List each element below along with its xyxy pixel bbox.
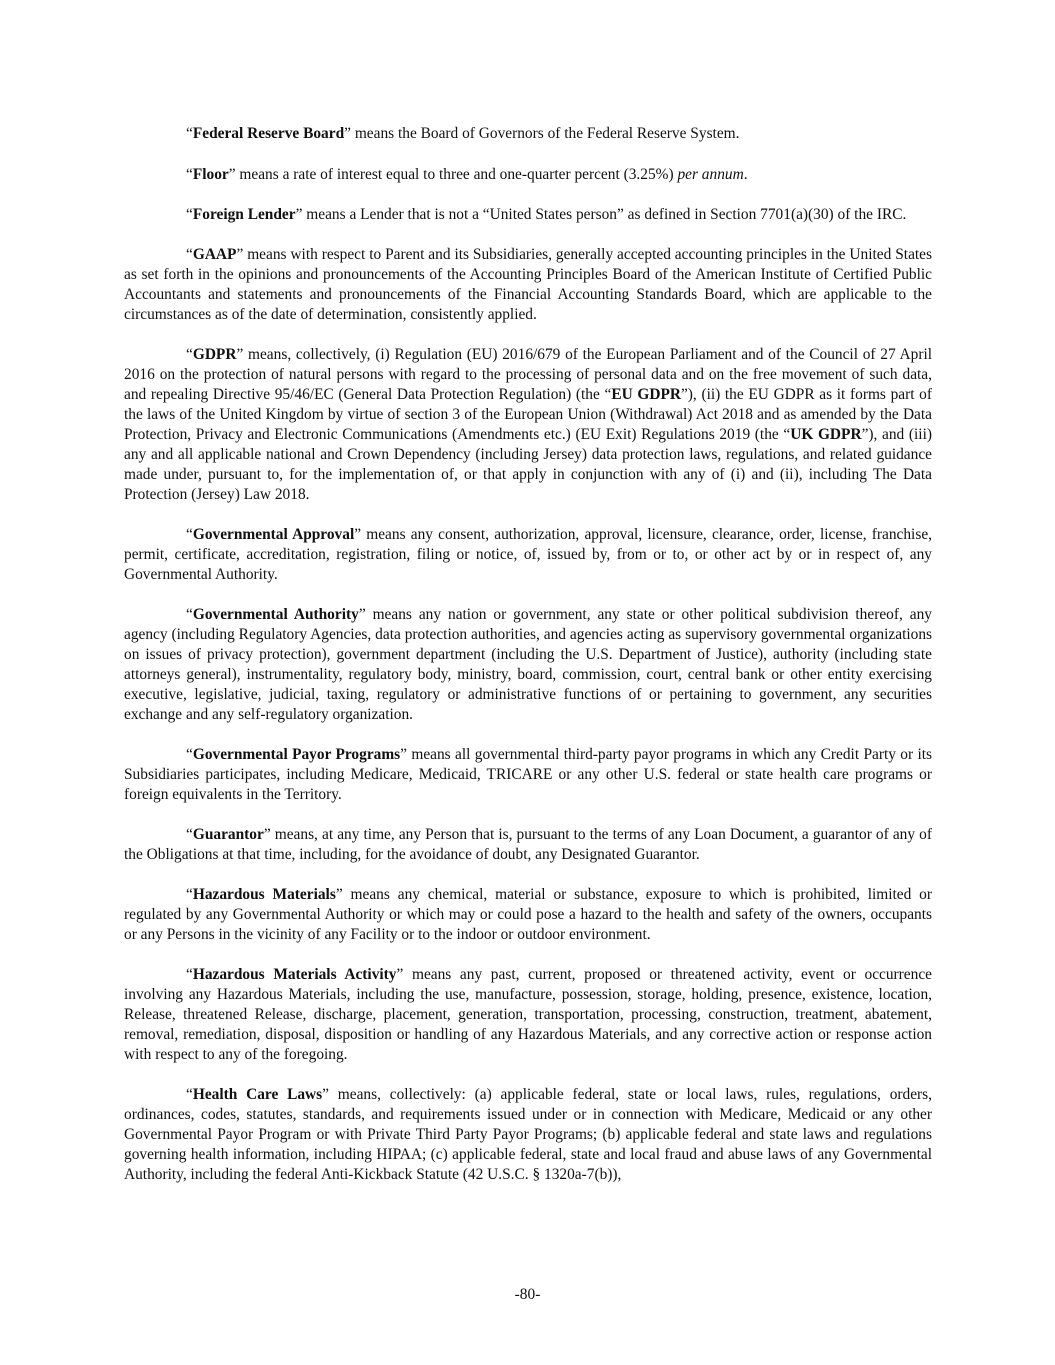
definition-floor: “Floor” means a rate of interest equal to three and one-quarter percent (3.25%) per annum. [186, 166, 748, 183]
page-number: -80- [514, 1286, 541, 1303]
definition-governmental-payor-programs: “Governmental Payor Programs” means all governmental third-party payor programs in which any Credit Party or its Subsidiaries participates, including Medicare, Medicaid, TRICARE or any other U.S. federal or state health care programs or foreign equivalents in the Territory. [124, 746, 933, 803]
definition-foreign-lender: “Foreign Lender” means a Lender that is not a “United States person” as defined in Section 7701(a)(30) of the IRC. [186, 206, 907, 223]
definition-health-care-laws: “Health Care Laws” means, collectively: (a) applicable federal, state or local laws, rules, regulations, orders, ordinances, codes, statutes, standards, and requirements issued under or in connection with Medicare, Medicaid or any other Governmental Payor Program or with Private Third Party Payor Programs; (b) applicable federal and state laws and regulations governing health information, including HIPAA; (c) applicable federal, state and local fraud and abuse laws of any Governmental Authority, including the federal Anti-Kickback Statute (42 U.S.C. § 1320a-7(b)), [124, 1086, 933, 1183]
definition-gdpr: “GDPR” means, collectively, (i) Regulation (EU) 2016/679 of the European Parliament and of the Council of 27 April 2016 on the protection of natural persons with regard to the processing of personal data and on the free movement of such data, and repealing Directive 95/46/EC (General Data Protection Regulation) (the “EU GDPR”), (ii) the EU GDPR as it forms part of the laws of the United Kingdom by virtue of section 3 of the European Union (Withdrawal) Act 2018 and as amended by the Data Protection, Privacy and Electronic Communications (Amendments etc.) (EU Exit) Regulations 2019 (the “UK GDPR”), and (iii) any and all applicable national and Crown Dependency (including Jersey) data protection laws, regulations, and related guidance made under, pursuant to, for the implementation of, or that apply in conjunction with any of (i) and (ii), including The Data Protection (Jersey) Law 2018. [124, 346, 932, 503]
definition-hazardous-materials-activity: “Hazardous Materials Activity” means any past, current, proposed or threatened activity, event or occurrence involving any Hazardous Materials, including the use, manufacture, possession, storage, holding, presence, existence, location, Release, threatened Release, discharge, placement, generation, transportation, processing, construction, treatment, abatement, removal, remediation, disposal, disposition or handling of any Hazardous Materials, and any corrective action or response action with respect to any of the foregoing. [124, 966, 932, 1063]
definition-governmental-authority: “Governmental Authority” means any nation or government, any state or other political subdivision thereof, any agency (including Regulatory Agencies, data protection authorities, and agencies acting as supervisory governmental organizations on issues of privacy protection), government department (including the U.S. Department of Justice), authority (including state attorneys general), instrumentality, regulatory body, ministry, board, commission, court, central bank or other entity exercising executive, legislative, judicial, taxing, regulatory or administrative functions of or pertaining to government, any securities exchange and any self-regulatory organization. [124, 606, 932, 723]
definition-hazardous-materials: “Hazardous Materials” means any chemical, material or substance, exposure to which is prohibited, limited or regulated by any Governmental Authority or which may or could pose a hazard to the health and safety of the owners, occupants or any Persons in the vicinity of any Facility or to the indoor or outdoor environment. [124, 886, 933, 943]
definition-federal-reserve-board: “Federal Reserve Board” means the Board of Governors of the Federal Reserve System. [186, 125, 740, 142]
definition-governmental-approval: “Governmental Approval” means any consent, authorization, approval, licensure, clearance, order, license, franchise, permit, certificate, accreditation, registration, filing or notice, of, issued by, from or to, or other act by or in respect of, any Governmental Authority. [124, 526, 932, 583]
document-body [124, 124, 932, 1205]
definition-guarantor: “Guarantor” means, at any time, any Person that is, pursuant to the terms of any Loan Document, a guarantor of any of the Obligations at that time, including, for the avoidance of doubt, any Designated Guarantor. [124, 826, 932, 863]
definition-gaap: “GAAP” means with respect to Parent and its Subsidiaries, generally accepted accounting principles in the United States as set forth in the opinions and pronouncements of the Accounting Principles Board of the American Institute of Certified Public Accountants and statements and pronouncements of the Financial Accounting Standards Board, which are applicable to the circumstances as of the date of determination, consistently applied. [124, 246, 932, 323]
